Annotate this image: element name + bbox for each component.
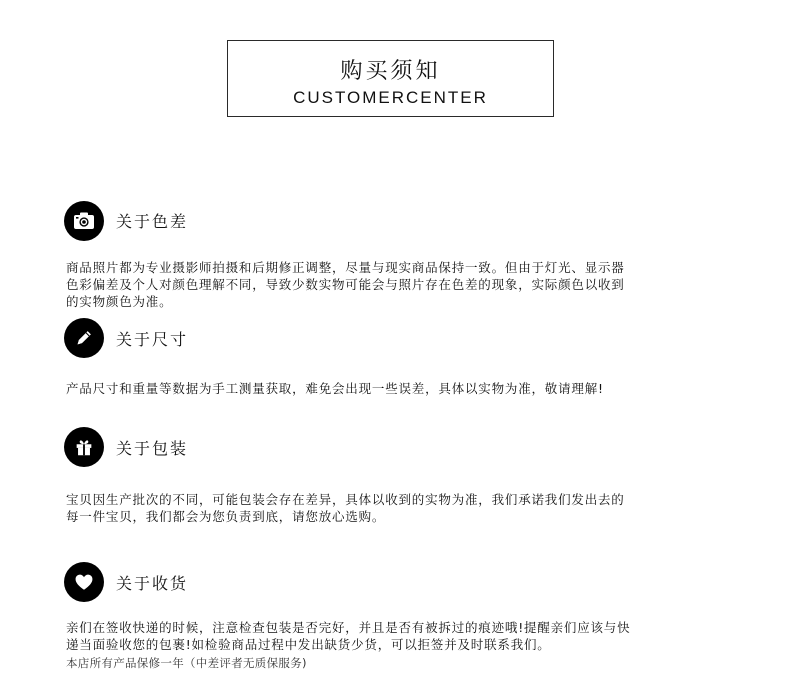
section-line: 宝贝因生产批次的不同，可能包装会存在差异，具体以收到的实物为准，我们承诺我们发出去的 [66, 492, 625, 507]
page-title: 购买须知 [340, 59, 441, 84]
section-title-color: 关于色差 [116, 212, 189, 231]
section-body-color [66, 259, 738, 310]
section-body-packaging [66, 491, 738, 525]
section-body-receiving [66, 619, 738, 653]
section-title-packaging: 关于包装 [116, 439, 189, 458]
heart-icon [64, 562, 104, 602]
header-box [227, 40, 554, 117]
gift-icon [64, 427, 104, 467]
pencil-icon [64, 318, 104, 358]
section-line: 商品照片都为专业摄影师拍摄和后期修正调整，尽量与现实商品保持一致。但由于灯光、显示器 [66, 260, 625, 275]
camera-icon [64, 201, 104, 241]
section-line: 产品尺寸和重量等数据为手工测量获取，难免会出现一些误差，具体以实物为准，敬请理解! [66, 381, 604, 396]
section-body-size [66, 380, 738, 397]
page-subtitle: CUSTOMERCENTER [293, 88, 488, 107]
warranty-note: 本店所有产品保修一年（中差评者无质保服务) [66, 656, 307, 670]
section-title-receiving: 关于收货 [116, 574, 189, 593]
section-line: 的实物颜色为准。 [66, 294, 173, 309]
section-line: 每一件宝贝，我们都会为您负责到底，请您放心选购。 [66, 509, 386, 524]
section-line: 递当面验收您的包裹!如检验商品过程中发出缺货少货，可以拒签并及时联系我们。 [66, 637, 551, 652]
section-title-size: 关于尺寸 [116, 330, 189, 349]
section-line: 亲们在签收快递的时候，注意检查包装是否完好，并且是否有被拆过的痕迹哦!提醒亲们应该与快 [66, 620, 631, 635]
section-line: 色彩偏差及个人对颜色理解不同，导致少数实物可能会与照片存在色差的现象，实际颜色以收到 [66, 277, 625, 292]
